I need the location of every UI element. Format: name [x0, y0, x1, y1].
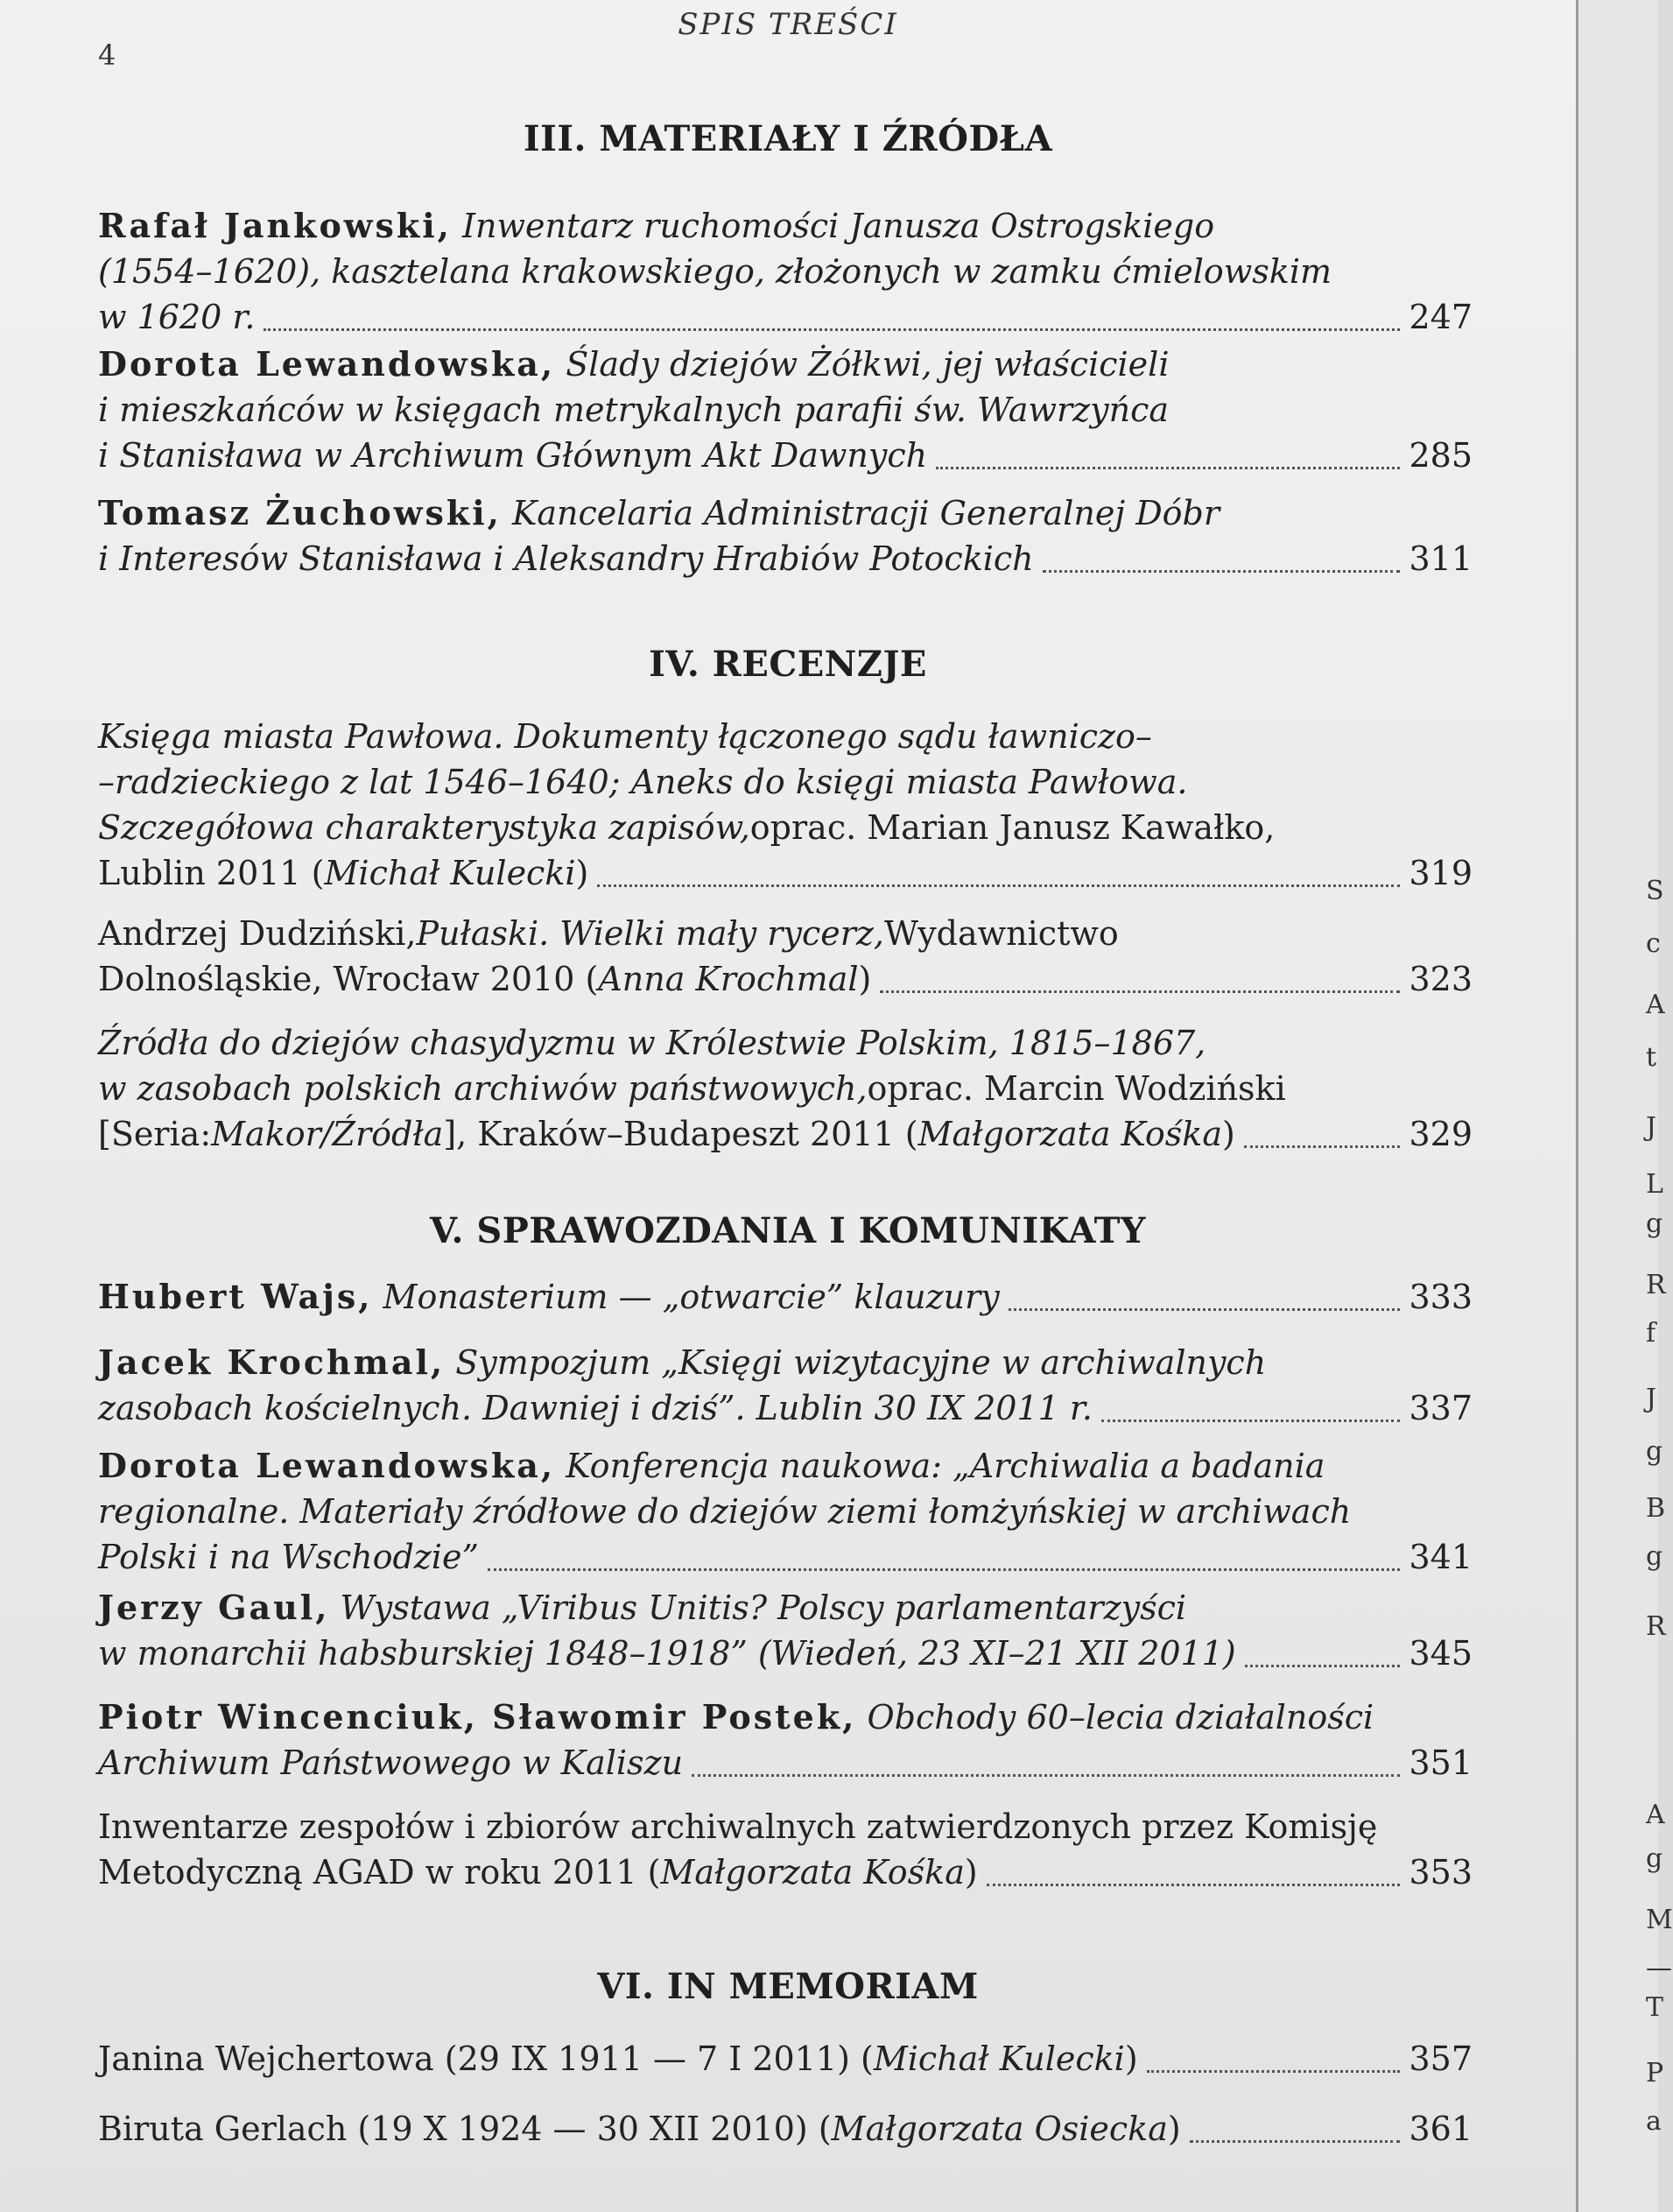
section-title-materialy: III. MATERIAŁY I ŹRÓDŁA: [523, 118, 1053, 159]
toc-entry[interactable]: [98, 1694, 1473, 1786]
dot-leader: [1101, 1377, 1400, 1422]
toc-entry[interactable]: [98, 1585, 1473, 1676]
entry-page-number: 353: [1409, 1853, 1473, 1891]
entry-author: Dorota Lewandowska,: [98, 1446, 556, 1485]
toc-entry[interactable]: [98, 342, 1473, 478]
entry-title: Pułaski. Wielki mały rycerz,: [416, 914, 884, 953]
entry-title: regionalne. Materiały źródłowe do dziejów ziemi łomżyńskiej w archiwach: [98, 1492, 1352, 1531]
entry-page-number: 345: [1409, 1634, 1473, 1673]
section-title-recenzje: IV. RECENZJE: [649, 644, 927, 685]
adjacent-page-glyph: S: [1646, 876, 1664, 906]
adjacent-page-edge: [1578, 0, 1658, 2212]
entry-text: ): [964, 1853, 978, 1891]
entry-text: Inwentarze zespołów i zbiorów archiwalnych zatwierdzonych przez Komisję: [98, 1807, 1378, 1846]
entry-page-number: 333: [1409, 1278, 1473, 1316]
adjacent-page-glyph: t: [1646, 1042, 1657, 1073]
toc-entry[interactable]: [98, 911, 1473, 1002]
adjacent-page-glyph: J: [1646, 1384, 1657, 1414]
entry-author: Tomasz Żuchowski,: [98, 493, 502, 532]
entry-title: i Interesów Stanisława i Aleksandry Hrabiów Potockich: [98, 539, 1034, 578]
entry-page-number: 329: [1409, 1115, 1473, 1153]
entry-page-number: 337: [1409, 1389, 1473, 1427]
entry-reviewer: Małgorzata Osiecka: [831, 2110, 1168, 2148]
entry-text: oprac. Marian Janusz Kawałko,: [749, 808, 1276, 847]
toc-entry[interactable]: [98, 714, 1473, 896]
entry-text: ): [575, 854, 589, 892]
running-head: SPIS TREŚCI: [678, 7, 898, 42]
entry-page-number: 285: [1409, 436, 1473, 475]
dot-leader: [1147, 2027, 1401, 2073]
entry-page-number: 319: [1409, 854, 1473, 892]
adjacent-page-glyph: a: [1646, 2106, 1662, 2137]
entry-author: Dorota Lewandowska,: [98, 344, 556, 384]
adjacent-page-glyph: R: [1646, 1270, 1666, 1300]
entry-page-number: 351: [1409, 1744, 1473, 1782]
adjacent-page-glyph: B: [1646, 1493, 1666, 1524]
section-title-in-memoriam: VI. IN MEMORIAM: [597, 1966, 979, 2007]
adjacent-page-glyph: g: [1646, 1541, 1663, 1572]
adjacent-page-glyph: g: [1646, 1208, 1663, 1239]
entry-text: ): [1124, 2039, 1138, 2078]
entry-text: ): [1167, 2110, 1181, 2148]
toc-entry[interactable]: [98, 1020, 1473, 1157]
entry-author: Hubert Wajs,: [98, 1277, 373, 1316]
adjacent-page-glyph: A: [1646, 1800, 1665, 1830]
page-number: 4: [98, 39, 116, 72]
toc-entry[interactable]: [98, 1340, 1473, 1431]
adjacent-page-glyph: R: [1646, 1611, 1666, 1642]
adjacent-page-glyph: L: [1646, 1169, 1663, 1200]
entry-title: Kancelaria Administracji Generalnej Dóbr: [511, 494, 1220, 532]
entry-title: Ślady dziejów Żółkwi, jej właścicieli: [566, 345, 1170, 384]
adjacent-page-glyph: A: [1646, 990, 1665, 1020]
entry-text: Andrzej Dudziński,: [98, 914, 417, 953]
entry-title: –radzieckiego z lat 1546–1640; Aneks do księgi miasta Pawłowa.: [98, 763, 1188, 801]
entry-title: Konferencja naukowa: „Archiwalia a badania: [566, 1447, 1325, 1485]
entry-author: Jerzy Gaul,: [98, 1588, 330, 1627]
entry-title: Księga miasta Pawłowa. Dokumenty łączonego sądu ławniczo–: [98, 717, 1152, 756]
entry-author: Jacek Krochmal,: [98, 1342, 446, 1382]
entry-title: (1554–1620), kasztelana krakowskiego, złożonych w zamku ćmielowskim: [98, 252, 1332, 291]
entry-text: Dolnośląskie, Wrocław 2010 (: [98, 960, 599, 998]
toc-entry[interactable]: [98, 1804, 1473, 1895]
adjacent-page-glyph: g: [1646, 1843, 1663, 1874]
adjacent-page-glyph: f: [1646, 1318, 1656, 1349]
entry-title: Polski i na Wschodzie”: [98, 1538, 479, 1576]
dot-leader: [1043, 527, 1401, 573]
entry-title: i mieszkańców w księgach metrykalnych parafii św. Wawrzyńca: [98, 391, 1170, 429]
entry-title: w monarchii habsburskiej 1848–1918” (Wiedeń, 23 XI–21 XII 2011): [98, 1634, 1236, 1673]
adjacent-page-glyph: —: [1646, 1953, 1672, 1983]
dot-leader: [880, 947, 1400, 993]
entry-page-number: 357: [1409, 2039, 1473, 2078]
dot-leader: [1244, 1102, 1401, 1148]
entry-title: i Stanisława w Archiwum Głównym Akt Dawnych: [98, 436, 928, 475]
entry-title: Sympozjum „Księgi wizytacyjne w archiwalnych: [455, 1343, 1267, 1382]
entry-title: Monasterium — „otwarcie” klauzury: [383, 1278, 1000, 1316]
entry-text: Metodyczną AGAD w roku 2011 (: [98, 1853, 661, 1891]
entry-page-number: 311: [1409, 539, 1473, 578]
entry-text: Lublin 2011 (: [98, 854, 325, 892]
toc-entry[interactable]: [98, 2036, 1473, 2082]
section-title-sprawozdania: V. SPRAWOZDANIA I KOMUNIKATY: [430, 1210, 1146, 1251]
entry-title: Archiwum Państwowego w Kaliszu: [98, 1744, 684, 1782]
entry-text: [Seria:: [98, 1115, 212, 1153]
entry-reviewer: Michał Kulecki: [324, 854, 576, 892]
entry-title: Inwentarz ruchomości Janusza Ostrogskiego: [462, 207, 1215, 245]
entry-text: ], Kraków–Budapeszt 2011 (: [443, 1115, 918, 1153]
toc-entry[interactable]: [98, 203, 1473, 340]
entry-title: w zasobach polskich archiwów państwowych,: [98, 1069, 868, 1108]
entry-author: Rafał Jankowski,: [98, 206, 452, 245]
dot-leader: [936, 424, 1400, 469]
dot-leader: [597, 842, 1400, 887]
dot-leader: [987, 1841, 1401, 1886]
adjacent-page-glyph: J: [1646, 1112, 1657, 1143]
entry-reviewer: Małgorzata Kośka: [660, 1853, 965, 1891]
entry-text: ): [1222, 1115, 1235, 1153]
entry-title: Makor/Źródła: [211, 1115, 444, 1153]
entry-page-number: 323: [1409, 960, 1473, 998]
entry-text: Wydawnictwo: [883, 914, 1119, 953]
dot-leader: [1245, 1622, 1401, 1667]
entry-page-number: 247: [1409, 298, 1473, 336]
entry-page-number: 341: [1409, 1538, 1473, 1576]
toc-entry[interactable]: [98, 1443, 1473, 1580]
entry-title: Szczegółowa charakterystyka zapisów,: [98, 808, 750, 847]
adjacent-page-glyph: T: [1646, 1992, 1664, 2023]
toc-entry[interactable]: [98, 490, 1473, 581]
dot-leader: [488, 1525, 1401, 1571]
dot-leader: [692, 1731, 1400, 1777]
toc-entry[interactable]: [98, 2106, 1473, 2152]
entry-author: Piotr Wincenciuk, Sławomir Postek,: [98, 1697, 857, 1736]
entry-reviewer: Małgorzata Kośka: [917, 1115, 1222, 1153]
entry-text: ): [858, 960, 872, 998]
dot-leader: [264, 285, 1400, 331]
dot-leader: [1190, 2097, 1401, 2143]
adjacent-page-glyph: M: [1646, 1905, 1673, 1935]
entry-title: Źródła do dziejów chasydyzmu w Królestwie Polskim, 1815–1867,: [98, 1024, 1206, 1062]
entry-page-number: 361: [1409, 2110, 1473, 2148]
entry-text: Janina Wejchertowa (29 IX 1911 — 7 I 2011) (: [98, 2039, 874, 2078]
entry-title: zasobach kościelnych. Dawniej i dziś”. Lublin 30 IX 2011 r.: [98, 1389, 1093, 1427]
adjacent-page-glyph: P: [1646, 2058, 1664, 2089]
toc-entry[interactable]: [98, 1274, 1473, 1320]
entry-title: Wystawa „Viribus Unitis? Polscy parlamentarzyści: [340, 1589, 1187, 1627]
adjacent-page-glyph: c: [1646, 928, 1661, 959]
entry-reviewer: Anna Krochmal: [598, 960, 859, 998]
entry-reviewer: Michał Kulecki: [873, 2039, 1125, 2078]
dot-leader: [1009, 1265, 1401, 1311]
adjacent-page-glyph: g: [1646, 1436, 1663, 1467]
entry-text: oprac. Marcin Wodziński: [867, 1069, 1286, 1108]
entry-text: Biruta Gerlach (19 X 1924 — 30 XII 2010) (: [98, 2110, 832, 2148]
entry-title: Obchody 60–lecia działalności: [867, 1698, 1374, 1736]
entry-title: w 1620 r.: [98, 298, 256, 336]
